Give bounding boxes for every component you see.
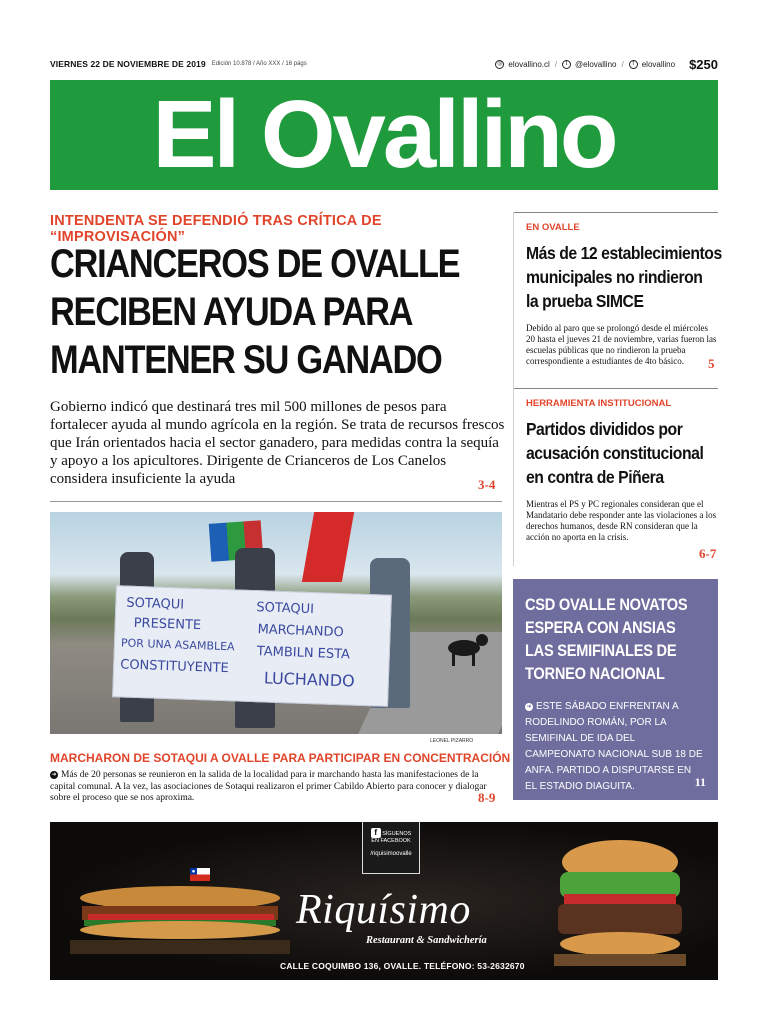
photo-credit: LEONEL PIZARRO [430, 738, 474, 744]
issue-date: VIERNES 22 DE NOVIEMBRE DE 2019 [50, 59, 206, 69]
sign-text: LUCHANDO [263, 668, 356, 691]
headline-line: ESPERA CON ANSIAS [525, 618, 676, 637]
sign-lettering [113, 586, 393, 708]
chile-flag-icon [190, 868, 210, 881]
headline-line: la prueba SIMCE [526, 291, 644, 311]
divider [514, 388, 718, 389]
sandwich-image [70, 884, 290, 954]
burger-image [550, 832, 690, 972]
divider [50, 501, 502, 502]
top-info-bar [50, 56, 718, 72]
divider [514, 212, 718, 213]
globe-icon: ◎ [497, 60, 503, 67]
fb-line: EN FACEBOOK [371, 838, 411, 844]
sidebar-body: Mientras el PS y PC regionales consideran que el Mandatario debe responder ante las violaciones a los derechos humanos, desde RN consideran que la acción no aporta en la crisis. [526, 499, 717, 542]
facebook-handle[interactable]: elovallino [641, 59, 676, 69]
sidebar-headline [526, 241, 724, 313]
separator: / [554, 59, 557, 69]
sidebar-kicker: EN OVALLE [526, 222, 580, 233]
masthead [50, 80, 718, 190]
second-body [50, 770, 505, 805]
red-flag [302, 512, 354, 582]
sidebar-page-ref: 5 [708, 356, 715, 371]
ad-subtitle: Restaurant & Sandwichería [366, 935, 487, 946]
main-headline[interactable] [50, 240, 506, 384]
headline-line: TORNEO NACIONAL [525, 664, 665, 683]
sidebar-page-ref: 6-7 [699, 546, 717, 561]
ad-address: CALLE COQUIMBO 136, OVALLE. TELÉFONO: 53-2632670 [280, 961, 525, 971]
sign-text: PRESENTE [133, 615, 202, 634]
sports-box[interactable] [513, 579, 718, 800]
arrow-right-icon: ➜ [51, 772, 57, 778]
sign-text: POR UNA ASAMBLEA [120, 636, 235, 654]
sign-text: SOTAQUI [126, 595, 185, 613]
march-photo [50, 512, 502, 734]
headline-line: Partidos divididos por [526, 419, 683, 439]
sidebar-kicker: HERRAMIENTA INSTITUCIONAL [526, 398, 672, 409]
headline-line: CRIANCEROS DE OVALLE [50, 242, 460, 286]
main-kicker: INTENDENTA SE DEFENDIÓ TRAS CRÍTICA DE “IMPROVISACIÓN” [50, 213, 382, 245]
website-link[interactable]: elovallino.cl [508, 59, 550, 69]
protest-sign [112, 585, 392, 707]
headline-line: RECIBEN AYUDA PARA [50, 290, 413, 334]
headline-line: Más de 12 establecimientos [526, 243, 722, 263]
headline-line: MANTENER SU GANADO [50, 338, 442, 382]
sidebar-story-acusacion[interactable] [513, 388, 718, 566]
headline-line: municipales no rindieron [526, 267, 703, 287]
sign-text: MARCHANDO [257, 622, 345, 641]
box-body [525, 699, 705, 795]
facebook-icon: f [371, 828, 381, 838]
sign-text: TAMBILN ESTA [256, 644, 351, 663]
sign-text: SOTAQUI [256, 600, 315, 618]
sidebar-headline [526, 417, 724, 489]
twitter-icon: t [562, 60, 571, 69]
facebook-icon: f [629, 60, 638, 69]
facebook-badge [362, 822, 420, 874]
sign-text: CONSTITUYENTE [119, 657, 230, 677]
contact-links [495, 60, 675, 69]
headline-line: acusación constitucional [526, 443, 704, 463]
box-headline [525, 593, 723, 685]
headline-line: CSD OVALLE NOVATOS [525, 595, 688, 614]
box-body-text: ESTE SÁBADO ENFRENTAN A RODELINDO ROMÁN, POR LA SEMIFINAL DE IDA DEL CAMPEONATO NACIONAL SUB 18 DE ANFA. PARTIDO A DISPUTARSE EN EL ESTADIO DIAGUITA. [525, 701, 703, 792]
edition-info: Edición 10.878 / Año XXX / 16 págs [211, 61, 307, 67]
separator: / [621, 59, 624, 69]
twitter-handle[interactable]: @elovallino [575, 59, 617, 69]
main-lede: Gobierno indicó que destinará tres mil 500 millones de pesos para fortalecer ayuda al mundo agrícola en la región. Se trata de recursos frescos que Irán orientados hacia el sector ganadero, para medidas contra la sequía y apoyo a los apicultores. Dirigente de Crianceros de Los Canelos considera insuficiente la ayuda [50, 399, 505, 487]
box-page-ref: 11 [694, 775, 706, 789]
dog-shape [442, 630, 492, 670]
ad-brand: Riquísimo [296, 887, 471, 933]
newspaper-logo: El Ovallino [152, 81, 616, 188]
second-body-text: Más de 20 personas se reunieron en la salida de la localidad para ir marchando hasta las manifestaciones de la capital comunal. A la vez, las asociaciones de Sotaqui realizaron el primer Cabildo Abierto para conocer y dialogar sobre el proceso que se nos aproxima. [50, 770, 487, 803]
price: $250 [689, 56, 718, 72]
main-page-ref: 3-4 [478, 477, 496, 492]
fb-handle: /riquisimoovalle [370, 851, 412, 857]
advertisement-riquisimo[interactable] [50, 822, 718, 980]
headline-line: en contra de Piñera [526, 467, 664, 487]
second-page-ref: 8-9 [478, 790, 496, 805]
second-kicker: MARCHARON DE SOTAQUI A OVALLE PARA PARTICIPAR EN CONCENTRACIÓN [50, 751, 511, 765]
sidebar-body: Debido al paro que se prolongó desde el miércoles 20 hasta el jueves 21 de noviembre, varias fueron las escuelas públicas que no rindieron la prueba correspondiente a estudiantes de 4to básico. [526, 323, 717, 366]
fb-line: SÍGUENOS [382, 831, 412, 837]
arrow-right-icon: ➜ [526, 704, 532, 710]
sidebar-story-simce[interactable] [513, 212, 722, 388]
headline-line: LAS SEMIFINALES DE [525, 641, 677, 660]
